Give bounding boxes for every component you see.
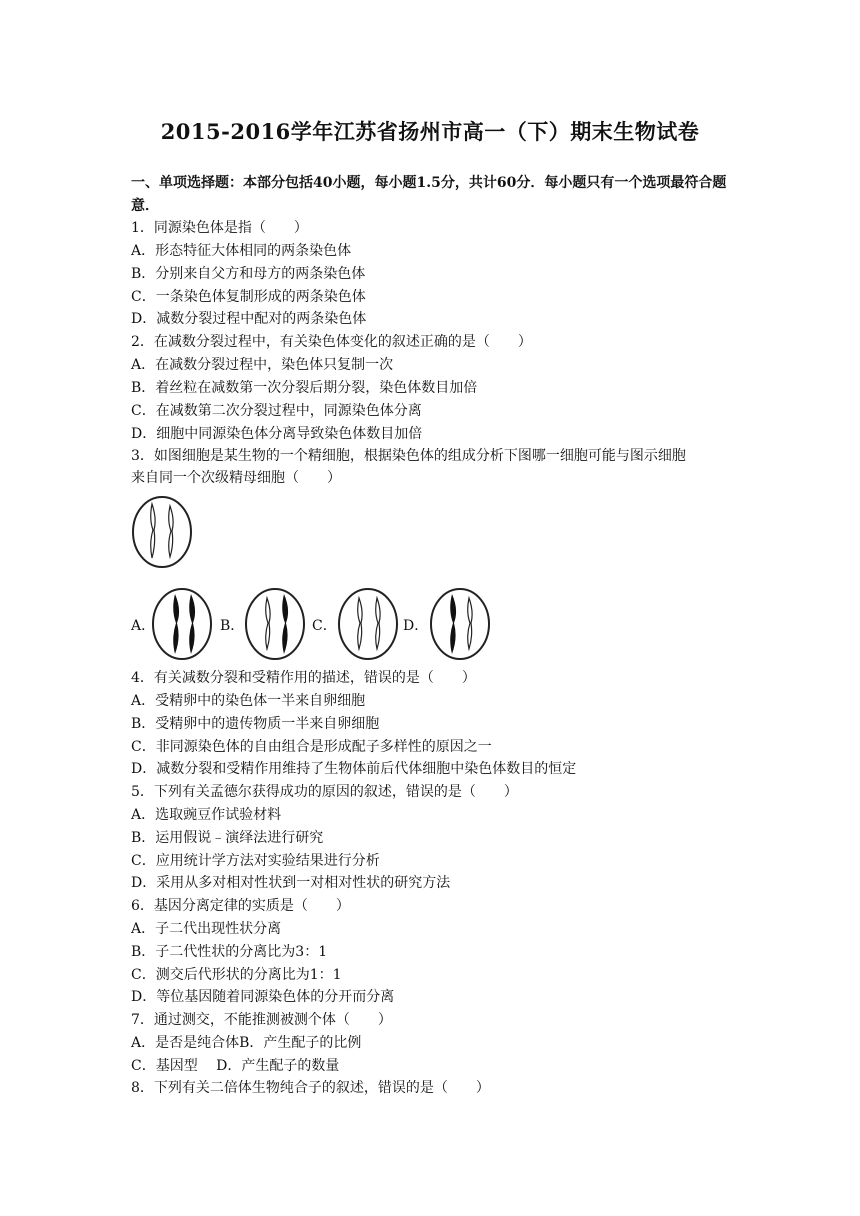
question-line: 8．下列有关二倍体生物纯合子的叙述，错误的是（ ） <box>131 1080 490 1096</box>
option-line: C．测交后代形状的分离比为1：1 <box>131 967 342 983</box>
option-line: C．在减数第二次分裂过程中，同源染色体分离 <box>131 403 422 419</box>
option-line: B．分别来自父方和母方的两条染色体 <box>131 266 366 282</box>
option-a-cell-diagram <box>150 586 216 664</box>
question-line: 2．在减数分裂过程中，有关染色体变化的叙述正确的是（ ） <box>131 334 532 350</box>
option-line: C．应用统计学方法对实验结果进行分析 <box>131 853 380 869</box>
option-line: D．减数分裂过程中配对的两条染色体 <box>131 311 367 327</box>
option-line: A．子二代出现性状分离 <box>131 921 282 937</box>
question-line: 6．基因分离定律的实质是（ ） <box>131 898 350 914</box>
option-line: C．非同源染色体的自由组合是形成配子多样性的原因之一 <box>131 739 492 755</box>
question-line: 来自同一个次级精母细胞（ ） <box>131 470 341 486</box>
option-line: B．着丝粒在减数第一次分裂后期分裂，染色体数目加倍 <box>131 380 478 396</box>
question-line: 1．同源染色体是指（ ） <box>131 220 308 236</box>
option-line: C．基因型 D．产生配子的数量 <box>131 1058 340 1074</box>
option-d-label: D． <box>403 618 429 634</box>
question-line: 7．通过测交，不能推测被测个体（ ） <box>131 1012 392 1028</box>
option-b-cell-diagram <box>243 586 309 664</box>
section-heading: 一、单项选择题：本部分包括40小题，每小题1.5分，共计60分．每小题只有一个选项最符合题意． <box>131 175 727 214</box>
option-line: A．是否是纯合体B．产生配子的比例 <box>131 1035 362 1051</box>
option-line: D．细胞中同源染色体分离导致染色体数目加倍 <box>131 426 423 442</box>
option-line: A．受精卵中的染色体一半来自卵细胞 <box>131 693 366 709</box>
question-line: 4．有关减数分裂和受精作用的描述，错误的是（ ） <box>131 670 476 686</box>
option-line: B．子二代性状的分离比为3：1 <box>131 944 328 960</box>
option-line: D．采用从多对相对性状到一对相对性状的研究方法 <box>131 875 451 891</box>
option-c-cell-diagram <box>336 586 402 664</box>
option-d-cell-diagram <box>428 586 494 664</box>
option-line: A．形态特征大体相同的两条染色体 <box>131 243 352 259</box>
option-line: A．在减数分裂过程中，染色体只复制一次 <box>131 357 394 373</box>
option-c-label: C． <box>312 618 337 634</box>
option-line: D．等位基因随着同源染色体的分开而分离 <box>131 989 395 1005</box>
exam-title: 2015-2016学年江苏省扬州市高一（下）期末生物试卷 <box>160 119 700 144</box>
option-a-label: A． <box>131 618 156 634</box>
option-line: D．减数分裂和受精作用维持了生物体前后代体细胞中染色体数目的恒定 <box>131 761 577 777</box>
option-b-label: B． <box>220 618 245 634</box>
option-line: C．一条染色体复制形成的两条染色体 <box>131 289 366 305</box>
option-line: B．运用假说﹣演绎法进行研究 <box>131 830 324 846</box>
question-line: 5．下列有关孟德尔获得成功的原因的叙述，错误的是（ ） <box>131 784 518 800</box>
question-line: 3．如图细胞是某生物的一个精细胞，根据染色体的组成分析下图哪一细胞可能与图示细胞 <box>131 448 686 464</box>
option-line: A．选取豌豆作试验材料 <box>131 807 282 823</box>
option-line: B．受精卵中的遗传物质一半来自卵细胞 <box>131 716 380 732</box>
reference-cell-diagram <box>130 494 196 572</box>
